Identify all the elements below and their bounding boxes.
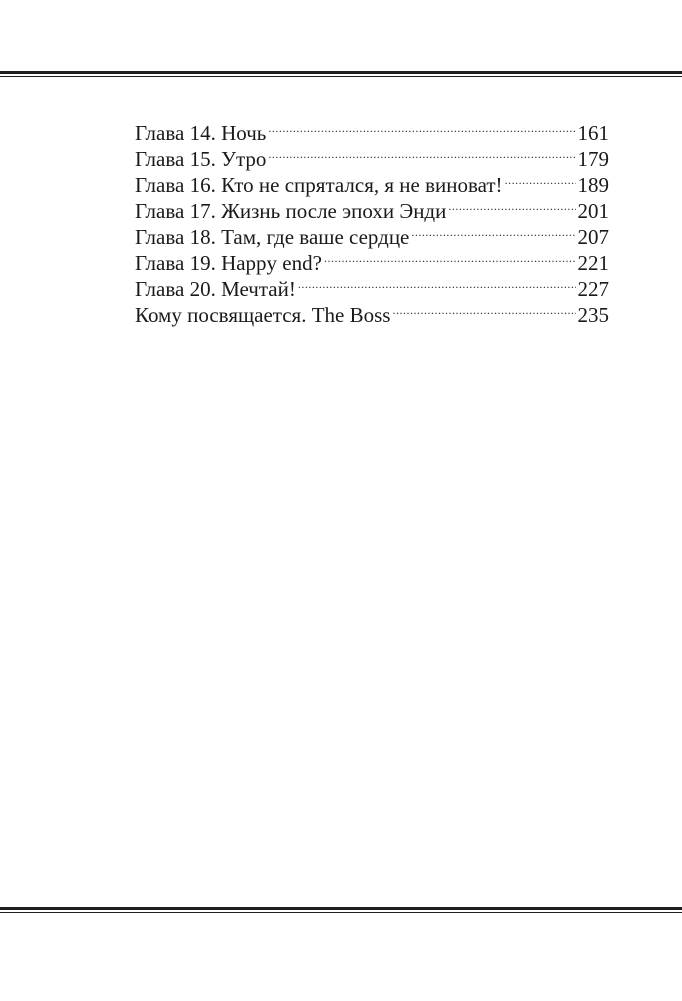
toc-entry-title: Глава 18. Там, где ваше сердце bbox=[135, 225, 410, 249]
toc-dot-leader bbox=[324, 244, 576, 270]
toc-entry-page: 179 bbox=[577, 147, 609, 171]
toc-entry-title: Глава 19. Happy end? bbox=[135, 251, 322, 275]
bottom-rule bbox=[0, 907, 682, 913]
toc-dot-leader bbox=[298, 270, 576, 296]
toc-dot-leader bbox=[505, 166, 576, 192]
toc-entry-page: 221 bbox=[577, 251, 609, 275]
toc-dot-leader bbox=[448, 192, 575, 218]
toc-dot-leader bbox=[268, 114, 575, 140]
toc-entry-page: 189 bbox=[577, 173, 609, 197]
toc-dot-leader bbox=[411, 218, 575, 244]
toc-dot-leader bbox=[268, 140, 575, 166]
toc-entry-page: 207 bbox=[577, 225, 609, 249]
top-rule bbox=[0, 71, 682, 77]
toc-entry-title: Глава 15. Утро bbox=[135, 147, 267, 171]
toc-entry-page: 161 bbox=[577, 121, 609, 145]
toc-dot-leader bbox=[392, 296, 575, 322]
toc-entry-title: Глава 17. Жизнь после эпохи Энди bbox=[135, 199, 447, 223]
toc-entry-title: Глава 16. Кто не спрятался, я не виноват! bbox=[135, 173, 503, 197]
toc-entry-page: 227 bbox=[577, 277, 609, 301]
toc-entry-title: Глава 20. Мечтай! bbox=[135, 277, 296, 301]
toc-entry-page: 201 bbox=[577, 199, 609, 223]
toc-entry-title: Кому посвящается. The Boss bbox=[135, 303, 391, 327]
toc-entry-title: Глава 14. Ночь bbox=[135, 121, 267, 145]
toc-entry-page: 235 bbox=[577, 303, 609, 327]
toc-entry bbox=[135, 114, 609, 145]
table-of-contents bbox=[135, 114, 609, 327]
